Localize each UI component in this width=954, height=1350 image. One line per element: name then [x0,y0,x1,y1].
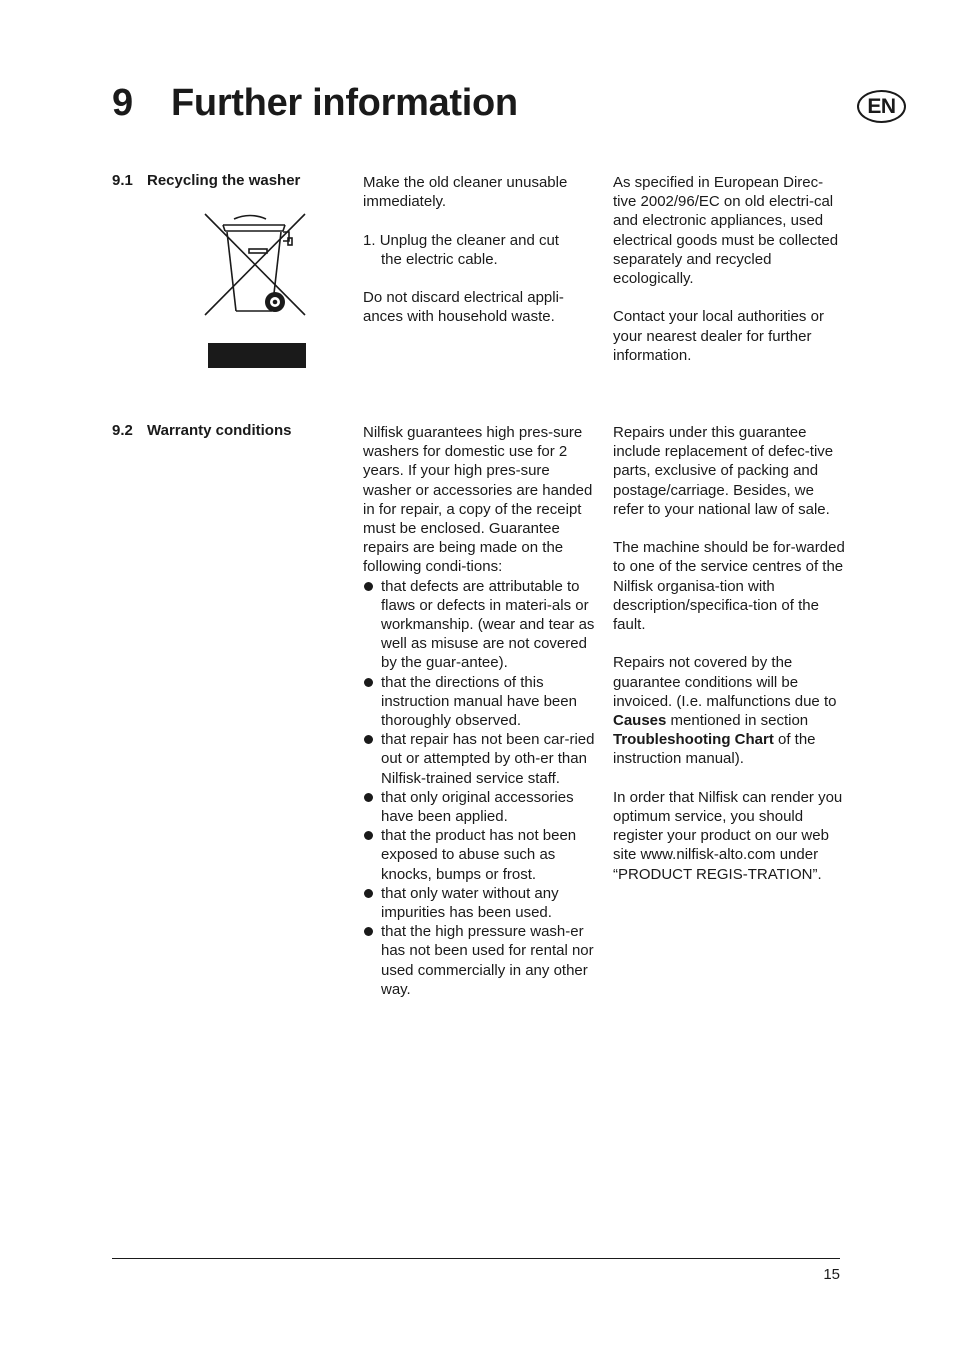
step-number: 1. [363,231,380,249]
forwarding-paragraph: The machine should be for-warded to one of the service centres of the Nilfisk organisa-tion with description/specifica-tion of the fault. [613,539,845,634]
not-covered-paragraph: Repairs not covered by the guarantee conditions will be invoiced. (I.e. malfunctions due to Causes mentioned in section Troubleshooting Chart of the instruction manual). [613,654,837,768]
contact-paragraph: Contact your local authorities or your nearest dealer for further information. [613,308,824,364]
section-title: Recycling the washer [147,172,301,189]
recycling-column-2 [613,173,845,365]
warranty-intro: Nilfisk guarantees high pres-sure washers for domestic use for 2 years. If your high pres-sure washer or accessories are handed in for repair, a copy of the receipt must be enclosed. Guarantee repairs are being made on the following condi-tions: [363,424,593,576]
list-item: that the product has not been exposed to abuse such as knocks, bumps or frost. [363,826,595,884]
section-title: Warranty conditions [147,422,292,439]
section-number: 9.2 [112,422,133,439]
footer-divider [112,1258,840,1259]
causes-term: Causes [613,712,667,730]
registration-paragraph: In order that Nilfisk can render you optimum service, you should register your product on our web site www.nilfisk-alto.com under “PRODUCT REGIS-TRATION”. [613,788,843,883]
language-badge: EN [857,90,906,123]
list-item: that only original accessories have been applied. [363,788,595,826]
warranty-column-1 [363,423,595,999]
warranty-conditions-list [363,577,595,999]
section-heading-warranty [112,422,291,439]
warranty-column-2 [613,423,845,884]
chapter-number: 9 [112,82,133,124]
list-item: that the high pressure wash-er has not been used for rental nor used commercially in any other way. [363,922,595,999]
section-number: 9.1 [112,172,133,189]
list-item: that only water without any impurities has been used. [363,884,595,922]
recycling-column-1 [363,173,595,327]
weee-bin-icon [203,211,309,371]
recycling-step-1: 1. Unplug the cleaner and cut the electric cable. [363,231,559,268]
page-number: 15 [823,1266,840,1283]
troubleshooting-chart-term: Troubleshooting Chart [613,731,774,749]
section-heading-recycling [112,172,300,189]
chapter-title [112,82,518,125]
list-item: that defects are attributable to flaws or defects in materi-als or workmanship. (wear and tear as well as misuse are not covered by the guar-antee). [363,577,595,673]
chapter-title-text: Further information [171,82,518,124]
repairs-paragraph: Repairs under this guarantee include replacement of defec-tive parts, exclusive of packing and postage/carriage. Besides, we refer to your national law of sale. [613,424,834,518]
list-item: that repair has not been car-ried out or attempted by oth-er than Nilfisk-trained service staff. [363,730,595,788]
directive-paragraph: As specified in European Direc-tive 2002/96/EC on old electri-cal and electronic appliances, used electrical goods must be collected separately and recycled ecologically. [613,174,839,288]
list-item: that the directions of this instruction manual have been thoroughly observed. [363,673,595,731]
recycling-intro: Make the old cleaner unusable immediately. [363,174,568,211]
recycling-note: Do not discard electrical appli-ances with household waste. [363,289,564,326]
